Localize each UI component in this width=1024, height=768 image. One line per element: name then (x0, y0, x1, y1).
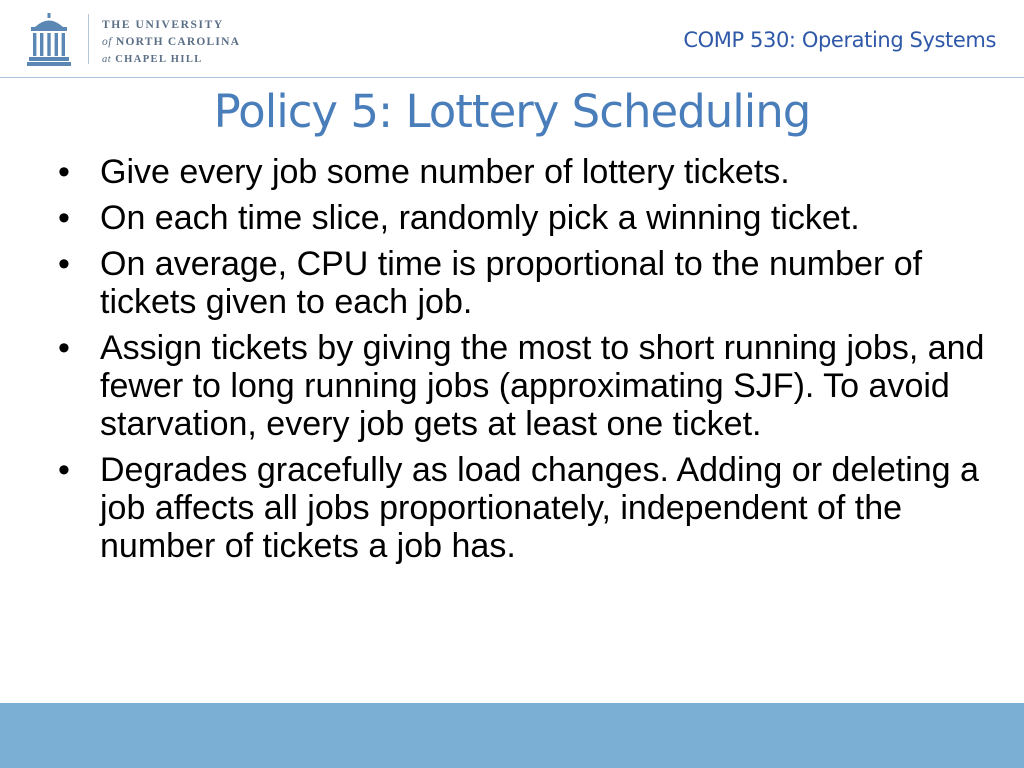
wordmark-line-3-prefix: at (102, 54, 112, 65)
old-well-icon (26, 12, 72, 68)
course-title: COMP 530: Operating Systems (683, 28, 996, 52)
wordmark-line-2-main: NORTH CAROLINA (116, 36, 241, 48)
wordmark-line-2-prefix: of (102, 36, 112, 48)
wordmark-line-2 (102, 34, 240, 51)
bullet-item: • On each time slice, randomly pick a winning ticket. (56, 199, 996, 237)
bullet-item: • Assign tickets by giving the most to short running jobs, and fewer to long running jobs (approximating SJF). To avoid starvation, every job gets at least one ticket. (56, 329, 996, 443)
slide-title: Policy 5: Lottery Scheduling (213, 85, 811, 138)
wordmark-line-3-main: CHAPEL HILL (115, 54, 203, 65)
bullet-item: • Give every job some number of lottery tickets. (56, 153, 996, 191)
university-wordmark (102, 17, 240, 68)
footer-band (0, 703, 1024, 768)
bullet-item: • On average, CPU time is proportional to the number of tickets given to each job. (56, 245, 996, 321)
bullet-item: • Degrades gracefully as load changes. Adding or deleting a job affects all jobs proportionately, independent of the number of tickets a job has. (56, 451, 996, 565)
bullet-list (56, 153, 996, 573)
header-rule (0, 77, 1024, 78)
wordmark-line-1: THE UNIVERSITY (102, 19, 224, 31)
logo-divider (88, 14, 89, 64)
slide-header (0, 0, 1024, 78)
wordmark-line-3 (102, 51, 240, 68)
